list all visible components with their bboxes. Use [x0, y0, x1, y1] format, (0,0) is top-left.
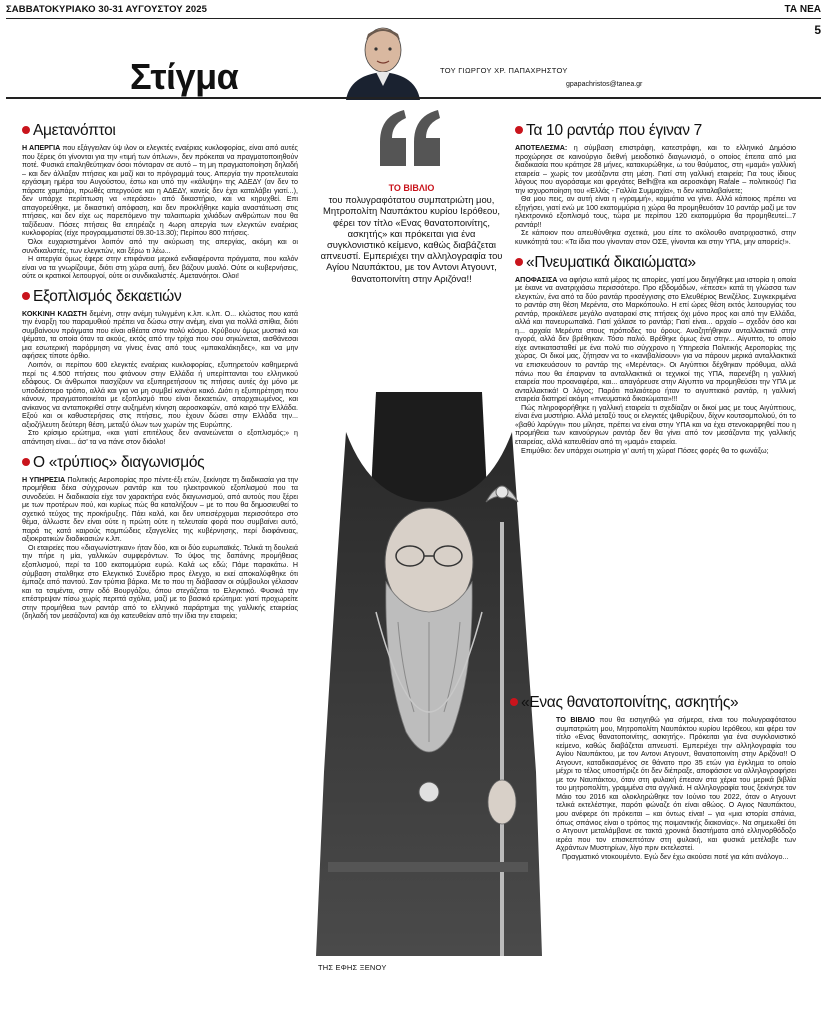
pull-quote-text: του πολυγραφότατου συμπατριώτη μου, Μητροπολίτη Ναυπάκτου κυρίου Ιερόθεου, φέρει τον τίτλο «Ενας θανατοποινίτης, ασκητής» και πρόκειται για ένα συγκλονιστικό κείμενο, καθώς διαβάζεται απνευστί. Εμπεριέχει την αλληλογραφία του Αγίου Ναυπάκτου, με τον Αντονι Ατγουντ, θανατοποινίτη στην Αριζόνα!!: [320, 194, 503, 284]
headline: Τα 10 ραντάρ που έγιναν 7: [515, 122, 796, 140]
paper-name: [785, 4, 821, 37]
quote-mark-icon: [376, 108, 446, 168]
paper-title: ΤΑ ΝΕΑ: [784, 4, 821, 15]
article-paragraph: ΑΠΟΤΕΛΕΣΜΑ: η σύμβαση επιστράφη, κατεστράφη, και το ελληνικό Δημόσιο προχώρησε σε καινούργιο διεθνή μειοδοτικό διαγωνισμό, ο οποίος έπειτα από μια διαδικασία που κράτησε 28 μήνες, κατακυρώθηκε, ω του θαύματος, στη «μαμά» γαλλική εταιρεία – χωρίς τον μεσάζοντα στη μέση. Γιατί στη γαλλική εταιρεία; Για τους ίδιους λόγους που αγοράσαμε και φρεγάτες Belh@ra και αεροσκάφη Rafale – πολιτικούς! Για την ισχυροποίηση του «Ελλάς - Γαλλία Συμμαχία», τι δεν καταλαβαίνετε;: [515, 144, 796, 195]
page-number: 5: [814, 23, 821, 37]
pull-quote: [318, 183, 505, 284]
article-paragraph: Οι εταιρείες που «διαγωνίστηκαν» ήταν δύο, και οι δύο ευρωπαϊκές. Τελικά τη δουλειά την πήρε η μία, γαλλικών συμφερόντων. Το ύψος της δαπάνης προμήθειας εξοπλισμού, περί τα 100 εκατομμύρια ευρώ. Καλά ως εδώ; Πάμε παρακάτω. Η σύμβαση σταλθηκε στο Ελεγκτικό Συνέδριο προς έλεγχο, κι εκεί αποκαλύφθηκε ότι έμπαζε από παντού. Σαν τρύπια βάρκα. Με το που τη διάβασαν οι σύμβουλοι γέλασαν και τα τσιμέντα, στην οδό Βουργάζου, όπου στεγάζεται το Ελεγκτικό. Φυσικά την επέστρεψαν πίσω χωρίς περιττά σχόλια, μαζί με το βασικό ερώτημα: γιατί προχωρείτε στην προμήθεια των ραντάρ από το ελληνικό παράρτημα της γαλλικής εταιρείας (δηλαδή τον μεσάζοντα) και όχι κατευθείαν από την ίδια την εταιρεία;: [22, 543, 298, 621]
article-paragraph: ΑΠΟΦΑΣΙΣΑ να αφήσω κατά μέρος τις απορίες, γιατί μου διηγήθηκε μια ιστορία η οποία με έκανε να ανατριχιάσω περισσότερο. Προ εβδομάδων, «έπεσε» κατά τη γλώσσα των ελεγκτών, ένα από τα δύο ραντάρ προσέγγισης στο Ελευθέριος Βενιζέλος. Συγκεκριμένα το ραντάρ στη θέση Μερέντα, στο Μαρκόπουλο. Η επί ώρες θέση εκτός λειτουργίας του ραντάρ, προκάλεσε μεγάλο αναταρακί στις πτήσεις όχι μόνο προς και από την Ελλάδα, αλλά και πανευρωπαϊκά. Γιατί χάλασε το ραντάρ; Γιατί είναι... αρχαίο – σχεδόν όσο και η... αρχαία Μερέντα στους πρόποδες του όρους. Αναζητήθηκαν ανταλλακτικά στην αγορά, αλλά δεν βρέθηκαν. Τόσο παλιό. Βρέθηκε όμως ένα στην... Αίγυπτο, το οποίο είχε αντικατασταθεί με ένα πολύ πιο σύγχρονο η Υπηρεσία Πολιτικής Αεροπορίας της χώρας. Οι δικοί μας, ζήτησαν να το «κανιβαλίσουν» για να πάρουν μερικά ανταλλακτικά να επισκευάσουν το ραντάρ της «Μερέντας». Οι Αιγύπτιοι δέχθηκαν πρόθυμα, αλλά πάνω που θα έπαιρναν τα ανταλλακτικά οι τεχνικοί της ΥΠΑ, παρενέβη η γαλλική εταιρεία που προαναφέρα, και... απαγόρευσε στην Αίγυπτο να προμηθεύσει την ΥΠΑ με ανταλλακτικά! Ο λόγος; Παρότι παλαιότερο ήταν το αιγυπτιακό ραντάρ, η γαλλική εταιρεία διατηρεί ακόμη «πνευματικά δικαιώματα»!!!: [515, 275, 796, 404]
article-paragraph: Η ΥΠΗΡΕΣΙΑ Πολιτικής Αεροπορίας προ πέντε-έξι ετών, ξεκίνησε τη διαδικασία για την προμήθεια δέκα σύγχρονων ραντάρ και του ηλεκτρονικού εξοπλισμού που τα συνοδεύει. Η διαδικασία είχε τον χαρακτήρα ενός διαγωνισμού, από αυτούς που ξέρει με των προτέρων πού, και κυρίως πώς θα καταλήξουν – με το που θα δημοσιευθεί το σχετικό τεύχος της προκήρυξης. Πάει καλά, και δεν υπεισέρχομαι περισσότερο στο θέμα, άλλωστε δεν είναι ούτε η πρώτη ούτε η τελευταία φορά που συμβαίνει αυτό, παρά τις κατά καιρούς πομπώδεις εξαγγελίες της κυβέρνησης, περί διαφάνειας, αξιοκρατικών διαδικασιών κ.λπ.: [22, 475, 298, 544]
right-column-bottom: [521, 694, 796, 861]
headline: Εξοπλισμός δεκαετιών: [22, 288, 298, 306]
kicker: ΤΟ ΒΙΒΛΙΟ: [556, 716, 595, 724]
article-paragraph: Θα μου πεις, αν αυτή είναι η «γραμμή», κομμάτια να γίνει. Αλλά κάποιος πρέπει να εξηγήσει, γιατί ενώ με 100 εκατομμύρια η χώρα θα προμηθευόταν 10 ραντάρ μαζί με τον ηλεκτρονικό εξοπλισμό τους, τώρα με περίπου 120 εκατομμύρια θα προμηθευτεί...7 ραντάρ!!: [515, 195, 796, 229]
pull-quote-label: ΤΟ ΒΙΒΛΙΟ: [388, 183, 435, 193]
headline: Αμετανόπτοι: [22, 122, 298, 140]
byline: ΤΟΥ ΓΙΩΡΓΟΥ ΧΡ. ΠΑΠΑΧΡΗΣΤΟΥ: [440, 66, 568, 75]
kicker: Η ΥΠΗΡΕΣΙΑ: [22, 475, 66, 484]
column-title: Στίγμα: [130, 56, 239, 97]
kicker: ΑΠΟΦΑΣΙΣΑ: [515, 275, 558, 284]
article-paragraph: Στο κρίσιμο ερώτημα, «και γιατί επιτέλους δεν ανανεώνεται ο εξοπλισμός;» η απάντηση είναι... άσ' τα να πάνε στον διάολο!: [22, 429, 298, 446]
article-paragraph: Σε κάποιον που απευθύνθηκα σχετικά, μου είπε το ακόλουθο ανατριχιαστικό, στην κυνικότητά του: «Τα ίδια που γίνονταν στον ΟΣΕ, γίνονται και στην ΥΠΑ, μην απορείς!».: [515, 229, 796, 247]
headline: Ο «τρύπιος» διαγωνισμός: [22, 454, 298, 472]
bullet-dot-icon: [22, 292, 30, 300]
article-paragraph: Λοιπόν, οι περίπου 600 ελεγκτές εναέριας κυκλοφορίας, εξυπηρετούν καθημερινά περί τις 4.500 πτήσεις που φτάνουν στην Ελλάδα ή υπερίπτανται του ελληνικού εδάφους. Οι άνθρωποι πασχίζουν να εξυπηρετήσουν τις πτήσεις αυτές όχι μόνο με υποδεέστερο τρόπο, αλλά και για να μη συμβεί κανένα κακό. Διότι η εξυπηρέτηση που κάνουν, πραγματοποιείται με εξοπλισμό που είναι δεκαετιών, απαρχαιωμένος, και ανίκανος να ανταποκριθεί στην αυξημένη κίνηση αεροσκαφών, από καιρό την Ελλάδα. Εξού και οι καθυστερήσεις στις πτήσεις, που έχουν δώσει στην Ελλάδα την... αξιοζήλευτη δεύτερη θέση, μεταξύ όλων των χωρών της Ευρώπης.: [22, 361, 298, 429]
header-rule: [6, 18, 821, 19]
author-email[interactable]: gpapachristos@tanea.gr: [566, 81, 643, 88]
kicker: ΑΠΟΤΕΛΕΣΜΑ:: [515, 144, 568, 152]
left-column: [22, 122, 298, 621]
article-paragraph: Πώς πληροφορήθηκε η γαλλική εταιρεία τι σχεδίαζαν οι δικοί μας με τους Αιγύπτιους, είναι ένα μυστήριο. Αλλά μεταξύ τους οι ελεγκτές ψιθυρίζουν, δίχνν κουτσομπολιού, ότι το «βαθύ λαρύγγι» που μίλησε, πρέπει να είναι στην ΥΠΑ και να έχει στενοκαρφηθεί που η προμήθεια των καινούργιων ραντάρ δεν θα γίνει από τον μεσάζοντα της γαλλικής εταιρείας, αλλά κατευθείαν από τη «μαμά» εταιρεία.: [515, 403, 796, 446]
article-paragraph: ΤΟ ΒΙΒΛΙΟ που θα εισηγηθώ για σήμερα, είναι του πολυγραφότατου συμπατριώτη μου, Μητροπολίτη Ναυπάκτου κυρίου Ιερόθεου, και φέρει τον τίτλο «Ενας θανατοποινίτης, ασκητής». Πρόκειται για ένα συγκλονιστικό κείμενο, καθώς διαβάζεται απνευστί. Εμπεριέχει την αλληλογραφία του Αγίου Ναυπάκτου, με τον Αντονι Ατγουντ, θανατοποινίτη στην Αριζόνα!! Ο Ατγουντ, καταδικασμένος σε θάνατο προ 35 ετών για έγκλημα το οποίο μέχρι το τέλος υποστήριζε ότι δεν διέπραξε, αποφάσισε να αλληλογραφήσει με τον Ναυπάκτου, όταν στη φυλακή έπεσαν στα χέρια του μερικά βιβλία του μητροπολίτη, γραμμένα στα αγγλικά. Η αλληλογραφία τους ξεκίνησε τον Μάιο του 2016 και ολοκληρώθηκε τον Ιούνιο του 2022, όταν ο Ατγουντ τελικά εκτελέστηκε, παρότι φώναζε ότι είναι αθώος. Ο Αγιος Ναυπάκτου, μου ανέφερε ότι πρόκειται – και όντως είναι! – για «μια ιστορία σπάνια, όπως σπάνιος είναι ο τρόπος της ποιμαντικής διακονίας». Να σημειωθεί ότι ο Ατγουντ μεταλάμβανε σε τακτά χρονικά διαστήματα από ελληνορθόδοξο ιερέα που τον επισκεπτόταν στη φυλακή, και φυσικά μετέλαβε των Αχράντων Μυστηρίων, λίγο πριν εκτελεστεί.: [556, 716, 796, 853]
illustration-credit: ΤΗΣ ΕΦΗΣ ΞΕΝΟΥ: [318, 963, 387, 972]
article-paragraph: ΚΟΚΚΙΝΗ ΚΛΩΣΤΗ δεμένη, στην ανέμη τυλιγμένη κ.λπ. κ.λπ. Ο... κλώστος που κατά την έναρξη του παραμυθιού πρέπει να δώσω στην ανέμη, είναι για πολλά σπίθια, διότι συμβαίνουν πράγματα που είναι αθέατα στον πολύ κόσμο. Κρύβουν όμως μυστικά και ψέματα, τα οποία όταν τα ακούς, εκτός από την τρίχα που σου σηκώνεται, αισθάνεσαι μια εσωτερική παρόρμηση να γίνεις ένας από τους «μπακαλάκηδες», και να μην αφήσεις τίποτε όρθιο.: [22, 309, 299, 361]
dateline: ΣΑΒΒΑΤΟΚΥΡΙΑΚΟ 30-31 ΑΥΓΟΥΣΤΟΥ 2025: [6, 4, 208, 15]
article-paragraph: Επιμύθιο: δεν υπάρχει σωτηρία γι' αυτή τη χώρα! Πόσες φορές θα το φωνάξω;: [521, 446, 769, 455]
article-paragraph: Η ΑΠΕΡΓΙΑ που εξάγγειλαν ύψ ιλον οι ελεγκτές εναέριας κυκλοφορίας, είναι από αυτές που ξέρεις ότι γίνονται για την «τιμή των όπλων», δεν πρόκειται να πραγματοποιηθούν ποτέ. Φυσικά επαληθεύτηκαν όσοι πόνταραν σε αυτό – τη μη πραγματοποίηση δηλαδή – και δεν άλλαξαν πτήσεις και μαζί και το πρόγραμμά τους. Απεργία την προτελευταία εργάσιμη ημέρα του Αυγούστου, έστω και υπό την «κάλυψη» της ΑΔΕΔΥ (αν δεν το πάρατε χαμπάρι, πρωθές απεργούσε και η ΑΔΕΔΥ, κανείς δεν έχει καταλάβει γιατί...), δεν υπάρχε περίπτωση να «περάσει» από δικαστήριο, και να κηρυχθεί. Επι απαγορεύθηκε, με δικαστική απόφαση, και δεν προκλήθηκε καμία αναστάτωση στις πτήσεις, και δεν είχε ως παρεπόμενο την ταλαιπωρία χιλιάδων ανθρώπων που θα ταξίδευαν. Πόσες πτήσεις θα επηρέαζε η 4ωρη απεργία των ελεγκτών εναέριας κυκλοφορίας (είχε προγραμματιστεί 09.30-13.30); Περίπου 800 πτήσεις.: [22, 144, 298, 238]
masthead-rule: [6, 97, 821, 99]
columnist-portrait: [336, 20, 426, 100]
bullet-dot-icon: [515, 126, 523, 134]
headline: «Ενας θανατοποινίτης, ασκητής»: [510, 694, 796, 712]
bullet-dot-icon: [510, 698, 518, 706]
bullet-dot-icon: [22, 458, 30, 466]
right-column-top: [515, 122, 796, 455]
kicker: ΚΟΚΚΙΝΗ ΚΛΩΣΤΗ: [22, 309, 87, 318]
metropolitan-illustration: [306, 372, 552, 956]
bullet-dot-icon: [515, 258, 523, 266]
headline: «Πνευματικά δικαιώματα»: [515, 254, 796, 272]
article-paragraph: Πραγματικό ντοκουμέντο. Εγώ δεν έχω ακούσει ποτέ για κάτι ανάλογο...: [562, 852, 789, 861]
kicker: Η ΑΠΕΡΓΙΑ: [22, 144, 61, 152]
article-paragraph: Η απεργία όμως έφερε στην επιφάνεια μερικά ενδιαφέροντα πράγματα, που καλόν είναι να τα γνωρίζουμε, διότι στη χώρα αυτή, δεν βάζουν μυαλό. Ούτε οι κυβερνήσεις, ούτε οι κρατικοί λειτουργοί, ούτε οι συνδικαλιστές. Αμετανόητοι. Ολοι!: [22, 255, 298, 281]
article-paragraph: Όλοι ευχαριστημένοι λοιπόν από την ακύρωση της απεργίας, ακόμη και οι συνδικαλιστές, των ελεγκτών, και ξέρω τι λέω...: [22, 238, 298, 255]
bullet-dot-icon: [22, 126, 30, 134]
